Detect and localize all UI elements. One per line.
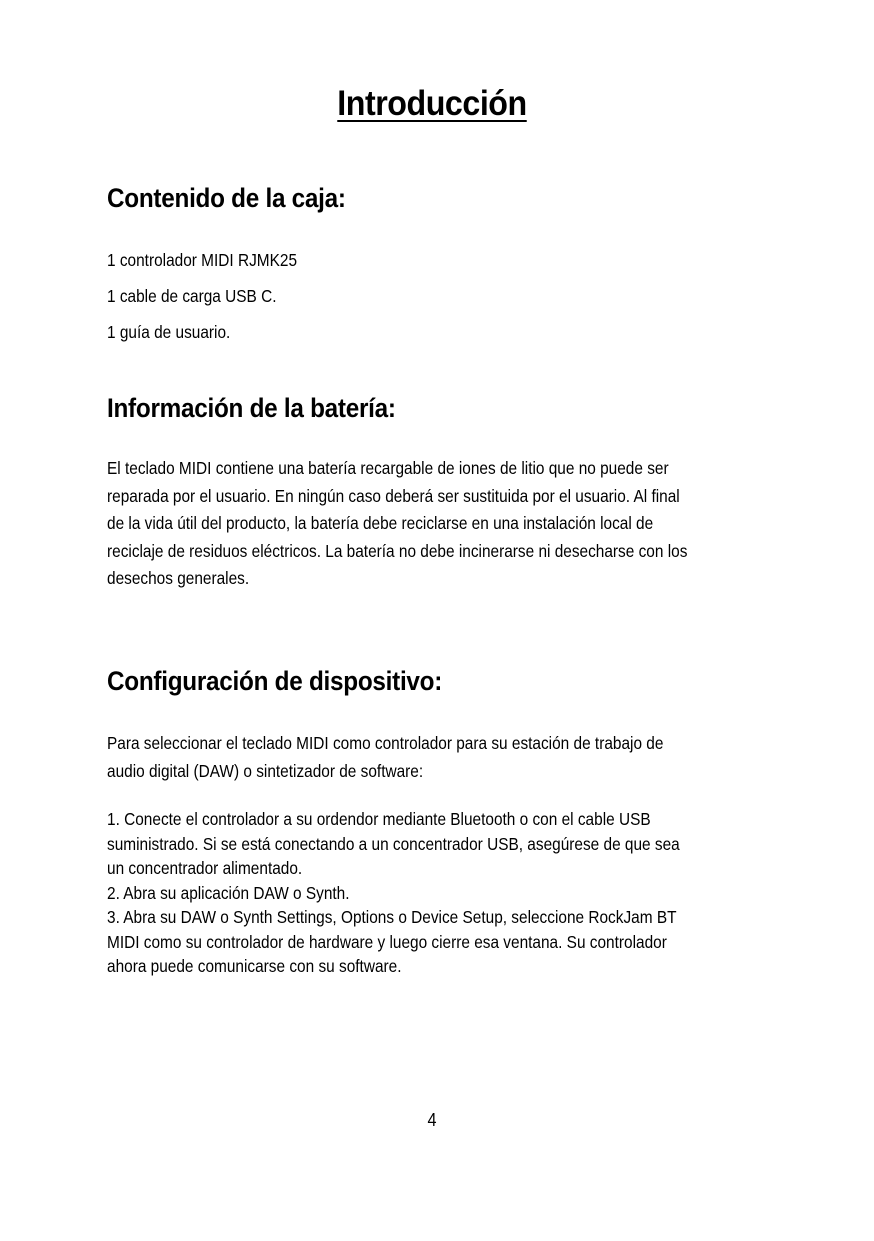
paragraph-line: de la vida útil del producto, la batería debe reciclarse en una instalación local de [107, 513, 654, 533]
list-item: 1 guía de usuario. [107, 322, 231, 342]
page-title: Introducción [337, 84, 527, 123]
paragraph-line: audio digital (DAW) o sintetizador de software: [107, 761, 424, 781]
paragraph-line: reparada por el usuario. En ningún caso deberá ser sustituida por el usuario. Al final [107, 485, 680, 506]
step-line: 2. Abra su aplicación DAW o Synth. [107, 882, 350, 903]
battery-info-heading: Información de la batería: [107, 393, 396, 423]
paragraph-line: Para seleccionar el teclado MIDI como controlador para su estación de trabajo de [107, 733, 664, 753]
step-line: MIDI como su controlador de hardware y luego cierre esa ventana. Su controlador [107, 931, 667, 952]
paragraph-line: El teclado MIDI contiene una batería recargable de iones de litio que no puede ser [107, 458, 669, 478]
paragraph-line: reciclaje de residuos eléctricos. La batería no debe incinerarse ni desecharse con los [107, 540, 688, 561]
step-line: ahora puede comunicarse con su software. [107, 956, 402, 976]
list-item: 1 controlador MIDI RJMK25 [107, 250, 298, 270]
page-number: 4 [427, 1110, 437, 1130]
device-setup-steps [107, 807, 680, 979]
step-line: 1. Conecte el controlador a su ordendor mediante Bluetooth o con el cable USB [107, 809, 651, 829]
step-line: un concentrador alimentado. [107, 858, 303, 878]
step-line: 3. Abra su DAW o Synth Settings, Options o Device Setup, seleccione RockJam BT [107, 907, 677, 927]
paragraph-line: desechos generales. [107, 568, 250, 588]
box-contents-heading: Contenido de la caja: [107, 183, 346, 213]
battery-info-paragraph [107, 455, 687, 593]
step-line: suministrado. Si se está conectando a un concentrador USB, asegúrese de que sea [107, 833, 680, 854]
device-setup-heading: Configuración de dispositivo: [107, 666, 443, 696]
list-item: 1 cable de carga USB C. [107, 286, 277, 306]
device-setup-intro [107, 729, 663, 785]
box-contents-list [107, 242, 297, 350]
